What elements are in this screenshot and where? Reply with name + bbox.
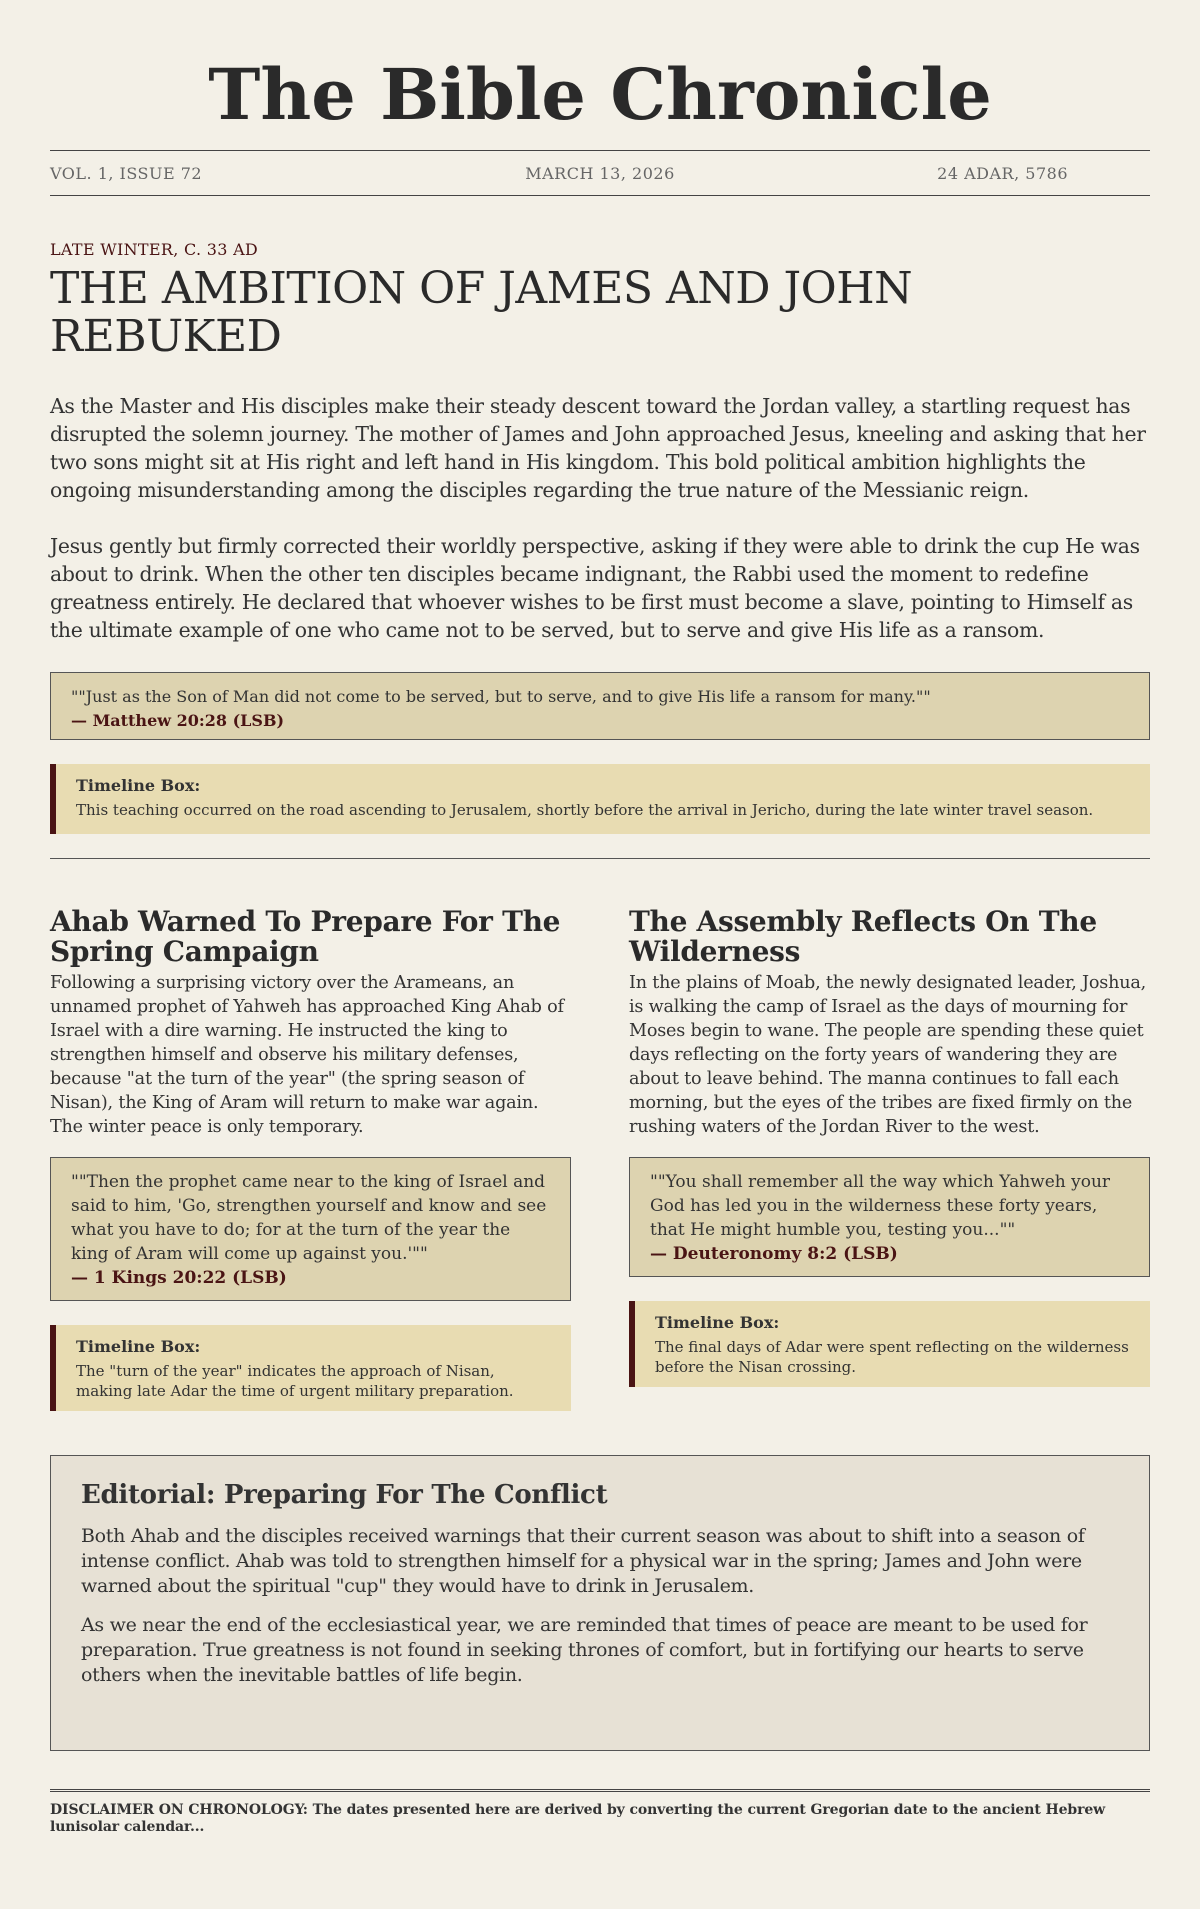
main-article-paragraph: Jesus gently but firmly corrected their worldly perspective, asking if they were able to drink the cup He was about to drink. When the other ten disciples became indignant, the Rabbi used the moment to redefine greatness entirely. He declared that whoever wishes to be first must become a slave, pointing to Himself as the ultimate example of one who came not to be served, but to serve and give His life as a ransom.	[50, 533, 1140, 642]
main-article	[50, 196, 1150, 834]
masthead	[50, 0, 1150, 196]
right-article-title: The Assembly Reflects On The Wilderness	[629, 904, 1097, 968]
masthead-title: The Bible Chronicle	[208, 53, 992, 136]
left-article-quote-box	[50, 1157, 571, 1301]
timeline-label: Timeline Box:	[76, 1336, 201, 1356]
main-article-timeline-box	[50, 764, 1150, 834]
main-article-paragraph: As the Master and His disciples make their steady descent toward the Jordan valley, a startling request has disrupted the solemn journey. The mother of James and John approached Jesus, kneeling and asking that her two sons might sit at His right and left hand in His kingdom. This bold political ambition highlights the ongoing misunderstanding among the disciples regarding the true nature of the Messianic reign.	[50, 393, 1146, 502]
issue-volume: VOL. 1, ISSUE 72	[50, 163, 203, 183]
hebrew-date: 24 ADAR, 5786	[937, 163, 1068, 183]
right-article-quote-box	[629, 1157, 1150, 1277]
quote-citation: — Deuteronomy 8:2 (LSB)	[650, 1243, 898, 1264]
right-article-body: In the plains of Moab, the newly designated leader, Joshua, is walking the camp of Israel as the days of mourning for Moses begin to wane. The people are spending these quiet days reflecting on the forty years of wandering they are about to leave behind. The manna continues to fall each morning, but the eyes of the tribes are fixed firmly on the rushing waters of the Jordan River to the west.	[629, 972, 1147, 1137]
quote-text: ""Then the prophet came near to the king of Israel and said to him, 'Go, strengthen yourself and know and see what you have to do; for at the turn of the year the king of Aram will come up against you.'""	[71, 1171, 547, 1264]
left-article-title: Ahab Warned To Prepare For The Spring Campaign	[50, 904, 561, 968]
right-column-article	[629, 904, 1150, 1411]
timeline-text: The "turn of the year" indicates the approach of Nisan, making late Adar the time of urgent military preparation.	[76, 1361, 514, 1400]
quote-citation: — Matthew 20:28 (LSB)	[71, 710, 285, 730]
editorial-box	[50, 1455, 1150, 1751]
quote-citation: — 1 Kings 20:22 (LSB)	[71, 1267, 287, 1288]
editorial-paragraph: Both Ahab and the disciples received warnings that their current season was about to shift into a season of intense conflict. Ahab was told to strengthen himself for a physical war in the spring; James and John were warned about the spiritual "cup" they would have to drink in Jerusalem.	[81, 1524, 1085, 1597]
right-article-timeline-box	[629, 1301, 1150, 1387]
issue-date: MARCH 13, 2026	[525, 163, 675, 183]
two-column-section	[50, 904, 1150, 1411]
editorial-title: Editorial: Preparing For The Conflict	[81, 1479, 608, 1510]
timeline-label: Timeline Box:	[76, 775, 201, 795]
main-article-quote-box	[50, 672, 1150, 740]
quote-text: ""Just as the Son of Man did not come to be served, but to serve, and to give His life a ransom for many.""	[71, 686, 931, 706]
quote-text: ""You shall remember all the way which Yahweh your God has led you in the wilderness these forty years, that He might humble you, testing you...""	[650, 1171, 1111, 1240]
chronology-disclaimer: DISCLAIMER ON CHRONOLOGY: The dates presented here are derived by converting the current Gregorian date to the ancient Hebrew lunisolar calendar...	[50, 1789, 1150, 1836]
timeline-text: The final days of Adar were spent reflecting on the wilderness before the Nisan crossing.	[655, 1337, 1129, 1376]
section-divider	[50, 858, 1150, 859]
left-article-timeline-box	[50, 1325, 571, 1411]
left-column-article	[50, 904, 571, 1411]
timeline-text: This teaching occurred on the road ascending to Jerusalem, shortly before the arrival in Jericho, during the late winter travel season.	[76, 800, 1094, 819]
timeline-label: Timeline Box:	[655, 1312, 780, 1332]
main-article-kicker: LATE WINTER, C. 33 AD	[50, 240, 259, 259]
masthead-info-bar	[50, 150, 1150, 196]
editorial-paragraph: As we near the end of the ecclesiastical year, we are reminded that times of peace are meant to be used for preparation. True greatness is not found in seeking thrones of comfort, but in fortifying our hearts to serve others when the inevitable battles of life begin.	[81, 1613, 1088, 1686]
main-article-headline: THE AMBITION OF JAMES AND JOHN REBUKED	[50, 263, 913, 363]
left-article-body: Following a surprising victory over the Arameans, an unnamed prophet of Yahweh has approached King Ahab of Israel with a dire warning. He instructed the king to strengthen himself and observe his military defenses, because "at the turn of the year" (the spring season of Nisan), the King of Aram will return to make war again. The winter peace is only temporary.	[50, 972, 564, 1137]
